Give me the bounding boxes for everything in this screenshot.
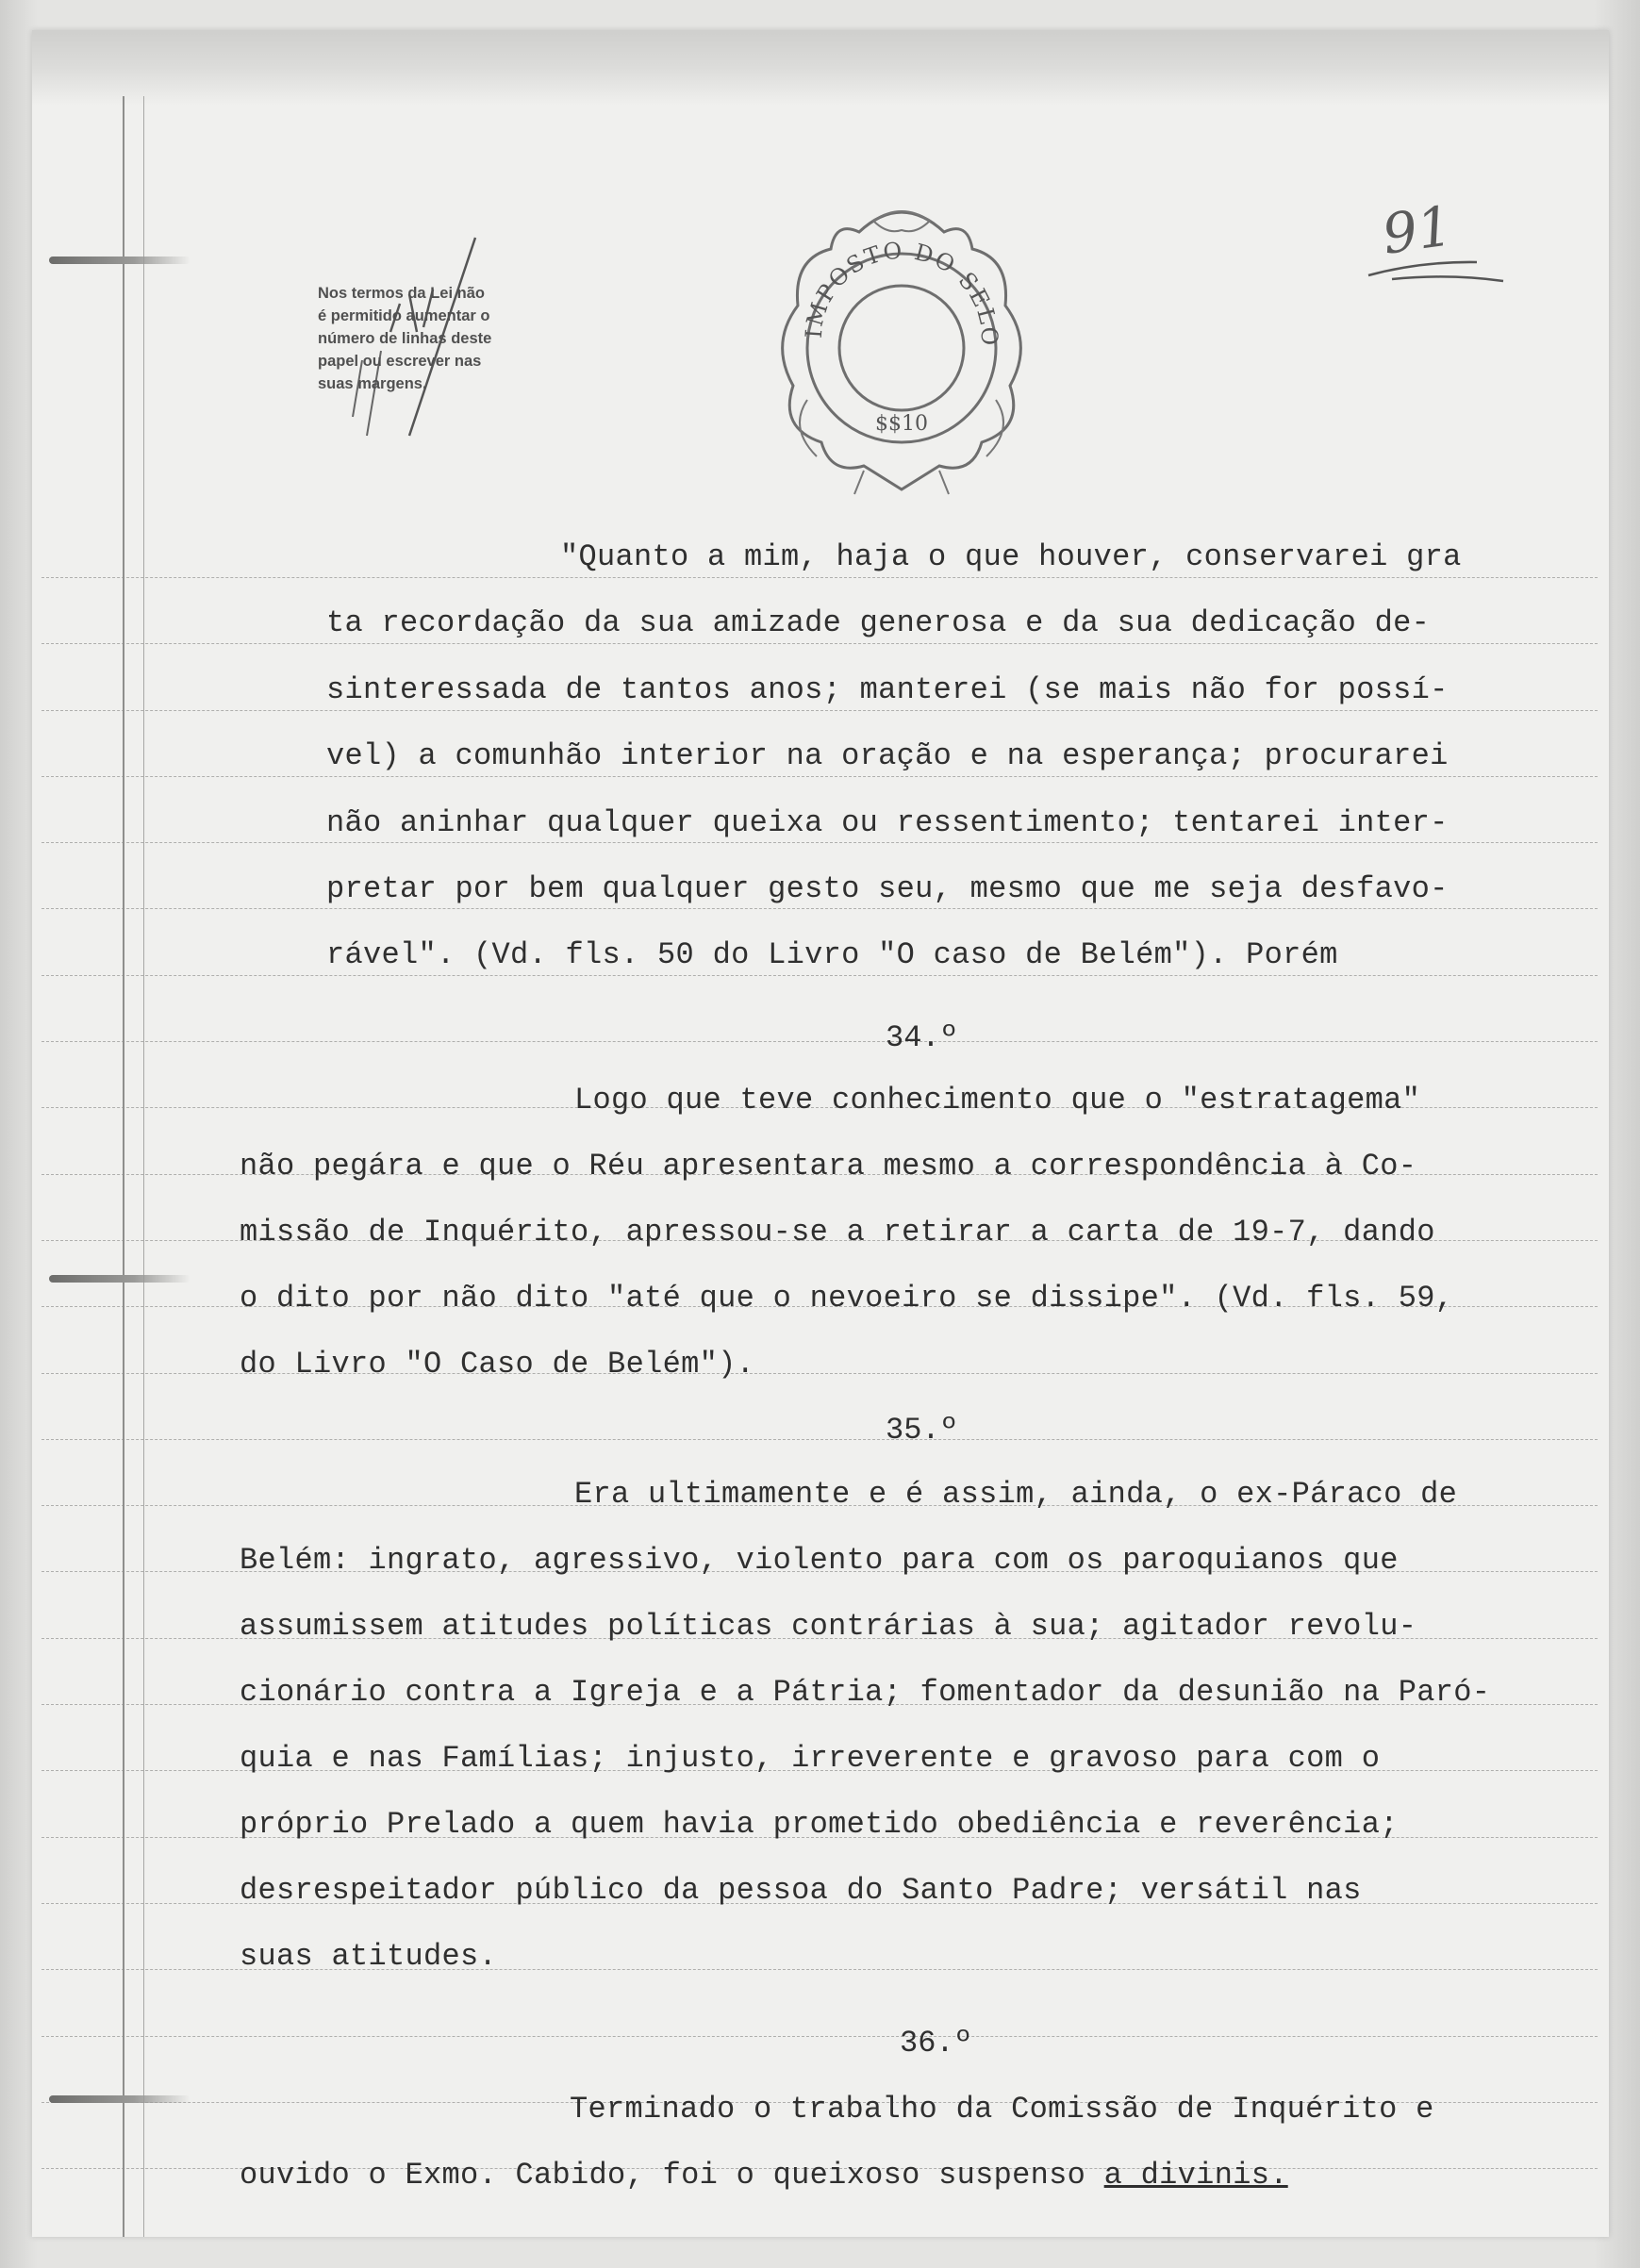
- text-line: vel) a comunhão interior na oração e na esperança; procurarei: [326, 738, 1449, 773]
- ruled-line: [41, 2036, 1598, 2038]
- text-line: rável". (Vd. fls. 50 do Livro "O caso de Belém"). Porém: [326, 937, 1338, 972]
- text-line: não pegára e que o Réu apresentara mesmo a correspondência à Co-: [240, 1149, 1417, 1184]
- margin-line-inner: [143, 96, 144, 2237]
- law-note-line: número de linhas deste: [318, 330, 492, 347]
- top-shadow: [32, 30, 1609, 106]
- section-heading: 35.º: [886, 1413, 958, 1448]
- text-line: Belém: ingrato, agressivo, violento para com os paroquianos que: [240, 1543, 1399, 1578]
- text-line: Era ultimamente e é assim, ainda, o ex-Páraco de: [574, 1477, 1458, 1512]
- document-page: [32, 30, 1609, 2237]
- text-line: Logo que teve conhecimento que o "estratagema": [574, 1083, 1421, 1117]
- tax-stamp: [751, 183, 1052, 513]
- text-line: quia e nas Famílias; injusto, irreverente e gravoso para com o: [240, 1741, 1381, 1776]
- binding-mark: [49, 2095, 191, 2103]
- text-line: assumissem atitudes políticas contrárias à sua; agitador revolu-: [240, 1609, 1417, 1644]
- text-line: ouvido o Exmo. Cabido, foi o queixoso suspenso: [240, 2158, 1086, 2193]
- page-number: [1364, 193, 1477, 302]
- stamp-text: IMPOSTO DO SELO: [800, 237, 1003, 348]
- ruled-line: [41, 1439, 1598, 1441]
- law-note: [318, 282, 563, 395]
- text-line: suas atitudes.: [240, 1939, 498, 1974]
- ruled-line: [41, 908, 1598, 910]
- text-line: "Quanto a mim, haja o que houver, conservarei gra: [560, 539, 1462, 574]
- ruled-line: [41, 1041, 1598, 1043]
- text-line: pretar por bem qualquer gesto seu, mesmo que me seja desfavo-: [326, 871, 1449, 906]
- text-line: sinteressada de tantos anos; manterei (se mais não for possí-: [326, 672, 1449, 707]
- binding-mark: [49, 1275, 191, 1283]
- ruled-line: [41, 776, 1598, 778]
- text-line: cionário contra a Igreja e a Pátria; fomentador da desunião na Paró-: [240, 1675, 1491, 1710]
- binding-mark: [49, 257, 191, 264]
- section-heading: 34.º: [886, 1020, 958, 1055]
- margin-line: [123, 96, 124, 2237]
- law-note-line: Nos termos da Lei não: [318, 285, 485, 302]
- text-line: Terminado o trabalho da Comissão de Inquérito e: [570, 2092, 1434, 2127]
- text-line: missão de Inquérito, apressou-se a retirar a carta de 19-7, dando: [240, 1215, 1435, 1250]
- ruled-line: [41, 842, 1598, 844]
- ruled-line: [41, 710, 1598, 712]
- text-line: o dito por não dito "até que o nevoeiro se dissipe". (Vd. fls. 59,: [240, 1281, 1454, 1316]
- text-line: próprio Prelado a quem havia prometido obediência e reverência;: [240, 1807, 1399, 1842]
- law-note-line: papel ou escrever nas: [318, 353, 482, 370]
- section-heading: 36.º: [900, 2026, 972, 2061]
- underlined-term: a divinis.: [1103, 2158, 1288, 2193]
- text-line: desrespeitador público da pessoa do Santo Padre; versátil nas: [240, 1873, 1362, 1908]
- text-line: não aninhar qualquer queixa ou ressentimento; tentarei inter-: [326, 805, 1449, 840]
- text-line: do Livro "O Caso de Belém").: [240, 1347, 755, 1382]
- law-note-line: suas margens.: [318, 375, 427, 392]
- page-number-text: 91: [1378, 193, 1457, 267]
- ruled-line: [41, 643, 1598, 645]
- law-note-line: é permitido aumentar o: [318, 307, 490, 324]
- text-line: ta recordação da sua amizade generosa e da sua dedicação de-: [326, 605, 1431, 640]
- stamp-value: $$10: [875, 412, 928, 436]
- ruled-line: [41, 975, 1598, 977]
- text-line-last: [240, 2158, 1288, 2193]
- ruled-line: [41, 577, 1598, 579]
- page-number-strike: [1364, 257, 1505, 285]
